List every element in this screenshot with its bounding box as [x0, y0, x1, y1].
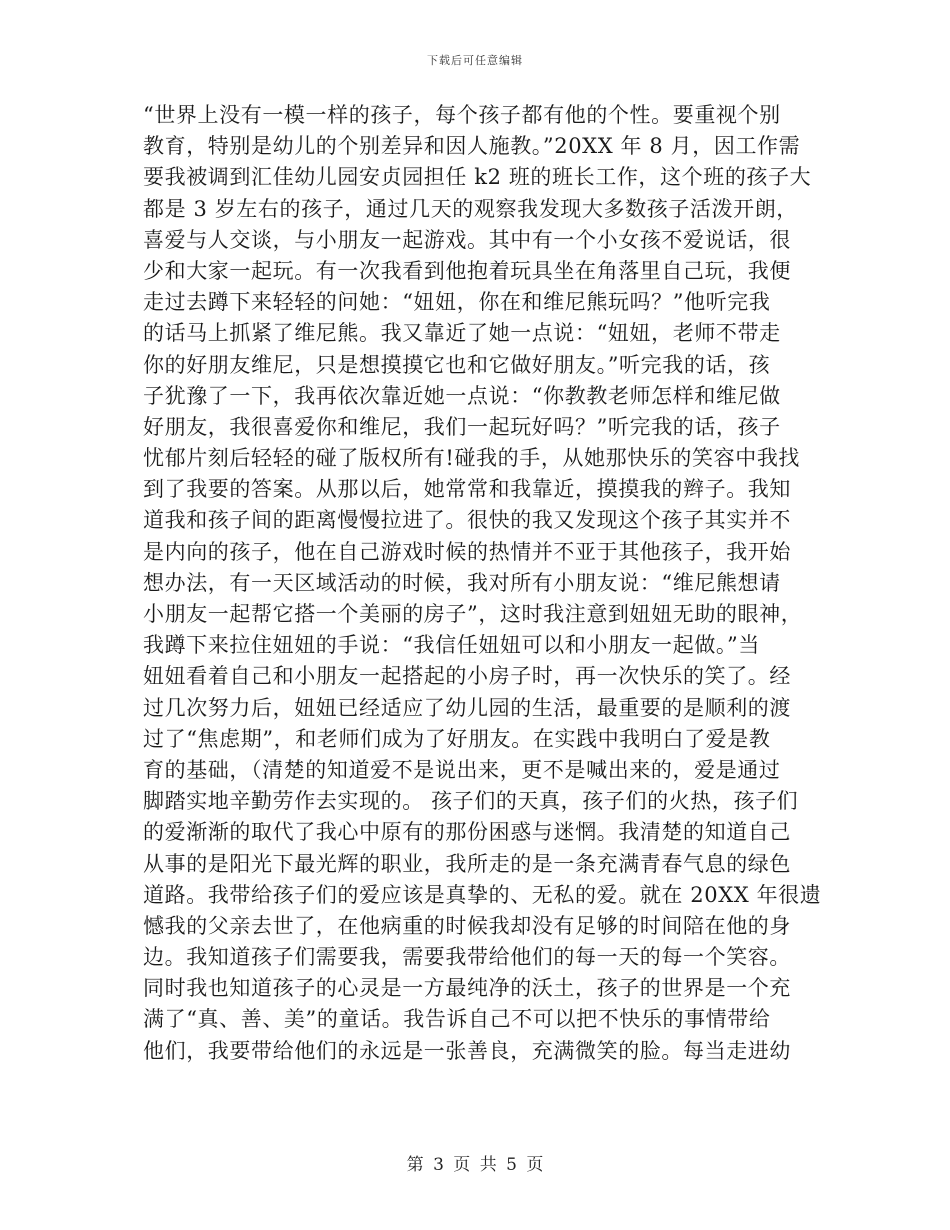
body-line-30: 满了“真、善、美”的童话。我告诉自己不可以把不快乐的事情带给: [143, 1007, 771, 1032]
body-line-7: 走过去蹲下来轻轻的问她：“妞妞，你在和维尼熊玩吗？”他听完我: [143, 290, 771, 315]
body-line-3: 要我被调到汇佳幼儿园安贞园担任 k2 班的班长工作，这个班的孩子大: [143, 165, 812, 190]
body-line-2: 教育，特别是幼儿的个别差异和因人施教。”20XX 年 8 月，因工作需: [143, 134, 801, 159]
body-line-16: 想办法，有一天区域活动的时候，我对所有小朋友说：“维尼熊想请: [143, 570, 781, 595]
body-line-22: 育的基础，（清楚的知道爱不是说出来，更不是喊出来的，爱是通过: [143, 757, 781, 782]
body-line-31: 他们，我要带给他们的永远是一张善良，充满微笑的脸。每当走进幼: [143, 1038, 791, 1063]
body-line-18: 我蹲下来拉住妞妞的手说：“我信任妞妞可以和小朋友一起做。”当: [143, 633, 760, 658]
document-body: [143, 100, 822, 1067]
body-line-23: 脚踏实地辛勤劳作去实现的。 孩子们的天真，孩子们的火热，孩子们: [143, 789, 799, 814]
body-line-10: 子犹豫了一下，我再依次靠近她一点说：“你教教老师怎样和维尼做: [143, 383, 781, 408]
body-line-13: 到了我要的答案。从那以后，她常常和我靠近，摸摸我的辫子。我知: [143, 477, 791, 502]
page-header: 下载后可任意编辑: [427, 54, 523, 67]
body-line-25: 从事的是阳光下最光辉的职业，我所走的是一条充满青春气息的绿色: [143, 851, 791, 876]
body-line-19: 妞妞看着自己和小朋友一起搭起的小房子时，再一次快乐的笑了。经: [143, 664, 791, 689]
body-line-29: 同时我也知道孩子的心灵是一方最纯净的沃土，孩子的世界是一个充: [143, 976, 791, 1001]
body-line-5: 喜爱与人交谈，与小朋友一起游戏。其中有一个小女孩不爱说话，很: [143, 227, 791, 252]
body-line-9: 你的好朋友维尼，只是想摸摸它也和它做好朋友。”听完我的话，孩: [143, 352, 771, 377]
body-line-17: 小朋友一起帮它搭一个美丽的房子”，这时我注意到妞妞无助的眼神，: [143, 602, 803, 626]
body-line-8: 的话马上抓紧了维尼熊。我又靠近了她一点说：“妞妞，老师不带走: [143, 321, 781, 346]
page-footer: 第 3 页 共 5 页: [406, 1155, 544, 1175]
body-line-4: 都是 3 岁左右的孩子，通过几天的观察我发现大多数孩子活泼开朗，: [143, 196, 798, 221]
body-line-21: 过了“焦虑期”，和老师们成为了好朋友。在实践中我明白了爱是教: [143, 726, 771, 751]
body-line-24: 的爱渐渐的取代了我心中原有的那份困惑与迷惘。我清楚的知道自己: [143, 820, 791, 845]
body-line-1: “世界上没有一模一样的孩子，每个孩子都有他的个性。要重视个别: [143, 103, 781, 127]
body-line-28: 边。我知道孩子们需要我，需要我带给他们的每一天的每一个笑容。: [143, 945, 791, 970]
body-line-15: 是内向的孩子，他在自己游戏时候的热情并不亚于其他孩子，我开始: [143, 539, 791, 564]
body-line-11: 好朋友，我很喜爱你和维尼，我们一起玩好吗？”听完我的话，孩子: [143, 414, 781, 439]
body-line-20: 过几次努力后，妞妞已经适应了幼儿园的生活，最重要的是顺利的渡: [143, 695, 791, 720]
body-line-27: 憾我的父亲去世了，在他病重的时候我却没有足够的时间陪在他的身: [143, 913, 791, 938]
body-line-6: 少和大家一起玩。有一次我看到他抱着玩具坐在角落里自己玩，我便: [143, 258, 791, 283]
body-line-14: 道我和孩子间的距离慢慢拉进了。很快的我又发现这个孩子其实并不: [143, 508, 791, 533]
body-line-12: 忧郁片刻后轻轻的碰了版权所有!碰我的手，从她那快乐的笑容中我找: [143, 446, 801, 471]
body-line-26: 道路。我带给孩子们的爱应该是真挚的、无私的爱。就在 20XX 年很遗: [143, 882, 822, 907]
